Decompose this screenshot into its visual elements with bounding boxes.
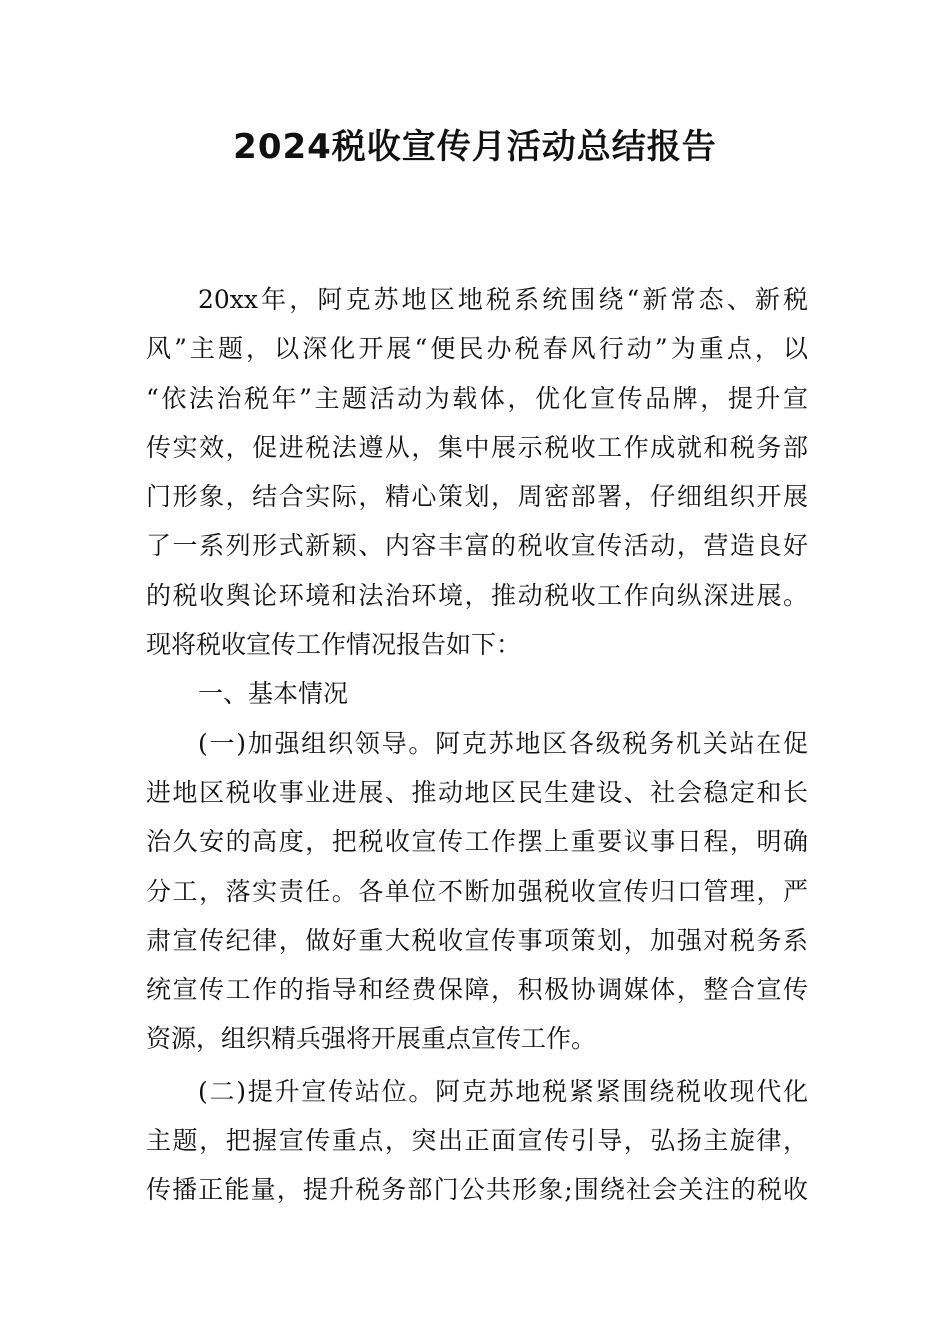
- text-line: 风”主题，以深化开展“便民办税春风行动”为重点，以: [146, 334, 808, 364]
- text-line: 门形象，结合实际，精心策划，周密部署，仔细组织开展: [146, 482, 808, 512]
- text-line: 主题，把握宣传重点，突出正面宣传引导，弘扬主旋律，: [146, 1126, 808, 1156]
- paragraph-intro: [146, 275, 808, 669]
- text-line: 了一系列形式新颖、内容丰富的税收宣传活动，营造良好: [146, 531, 808, 561]
- text-line: 治久安的高度，把税收宣传工作摆上重要议事日程，明确: [146, 827, 808, 857]
- text-line: 传实效，促进税法遵从，集中展示税收工作成就和税务部: [146, 432, 808, 462]
- text-line: (一)加强组织领导。阿克苏地区各级税务机关站在促: [198, 728, 808, 758]
- text-line: 分工，落实责任。各单位不断加强税收宣传归口管理，严: [146, 876, 808, 906]
- paragraph-organization: [146, 719, 808, 1064]
- document-body: [146, 275, 808, 1215]
- text-line: “依法治税年”主题活动为载体，优化宣传品牌，提升宣: [146, 383, 808, 413]
- text-line: 进地区税收事业进展、推动地区民生建设、社会稳定和长: [146, 777, 808, 807]
- section-heading-text: 一、基本情况: [198, 679, 349, 709]
- section-heading: [146, 669, 808, 718]
- text-line: 资源，组织精兵强将开展重点宣传工作。: [146, 1024, 597, 1054]
- document-title: 2024税收宣传月活动总结报告: [233, 127, 717, 167]
- text-line: 传播正能量，提升税务部门公共形象;围绕社会关注的税收: [146, 1175, 808, 1205]
- text-line: 肃宣传纪律，做好重大税收宣传事项策划，加强对税务系: [146, 925, 808, 955]
- paragraph-positioning: [146, 1067, 808, 1215]
- text-line: 统宣传工作的指导和经费保障，积极协调媒体，整合宣传: [146, 975, 808, 1005]
- text-line: 现将税收宣传工作情况报告如下：: [146, 630, 522, 660]
- text-line: (二)提升宣传站位。阿克苏地税紧紧围绕税收现代化: [198, 1076, 808, 1106]
- text-line: 20xx年，阿克苏地区地税系统围绕“新常态、新税: [198, 285, 808, 314]
- text-line: 的税收舆论环境和法治环境，推动税收工作向纵深进展。: [146, 580, 808, 610]
